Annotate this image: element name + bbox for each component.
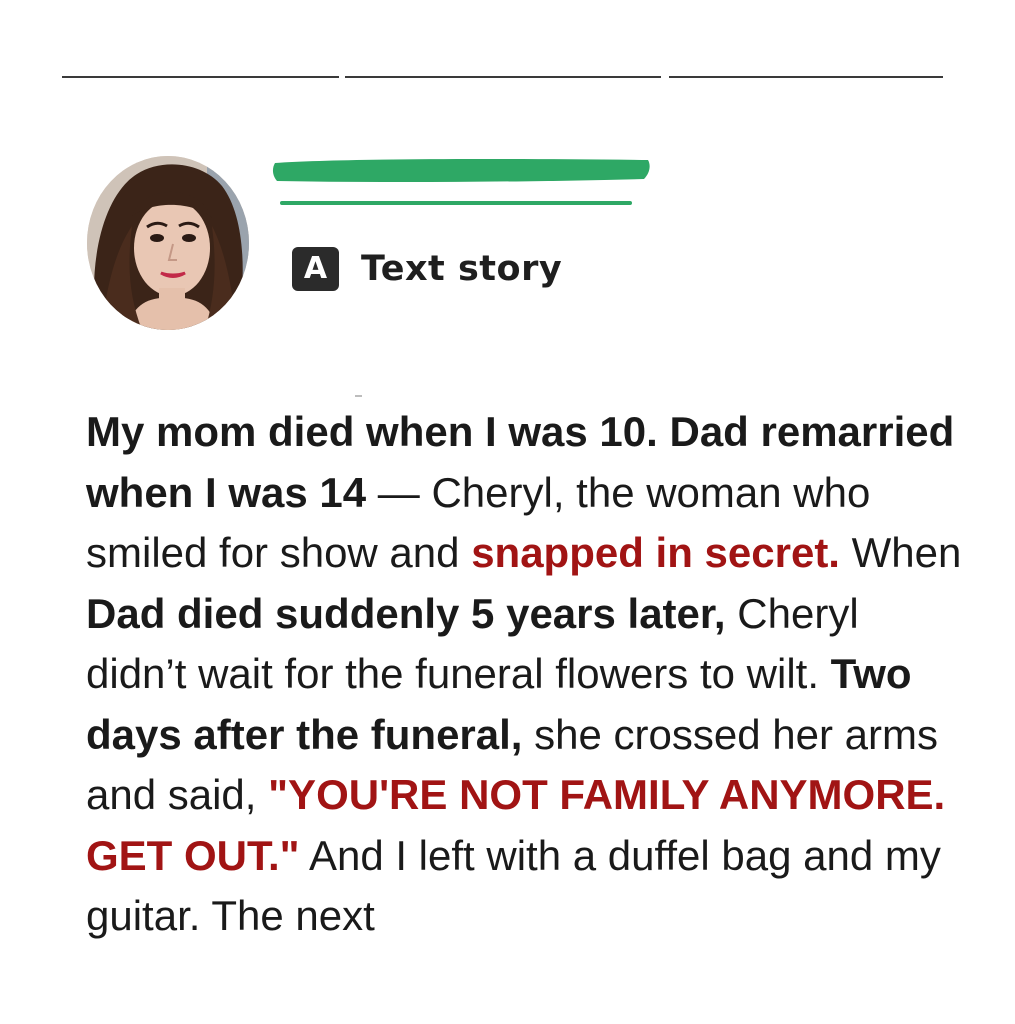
story-segment: Dad died suddenly 5 years later, [86, 589, 726, 637]
story-body [86, 402, 966, 947]
top-divider-middle [345, 76, 661, 78]
story-segment: And I left with a duffel bag and my guitar. The next [86, 831, 941, 939]
story-segment: When [839, 529, 962, 576]
story-segment: Two days after the funeral, [86, 650, 912, 758]
avatar [87, 156, 249, 330]
story-segment-highlight: snapped in secret. [471, 529, 840, 576]
story-segment: — Cheryl, the woman who smiled for show and [86, 468, 871, 576]
subtitle-underline [280, 201, 632, 205]
story-segment: she crossed her arms and said, [86, 710, 938, 818]
story-type-badge [292, 247, 562, 291]
highlighted-title-bar [272, 157, 652, 183]
story-segment-highlight: "YOU'RE NOT FAMILY ANYMORE. GET OUT." [86, 771, 946, 879]
story-type-label: Text story [361, 249, 563, 289]
profile-photo-icon [87, 156, 249, 330]
text-story-icon: A [292, 247, 339, 291]
divider-speck [355, 395, 362, 397]
top-divider-right [669, 76, 943, 78]
story-segment: Cheryl didn’t wait for the funeral flowers to wilt. [86, 589, 859, 697]
top-divider-left [62, 76, 339, 78]
story-segment: My mom died when I was 10. Dad remarried when I was 14 [86, 408, 955, 516]
